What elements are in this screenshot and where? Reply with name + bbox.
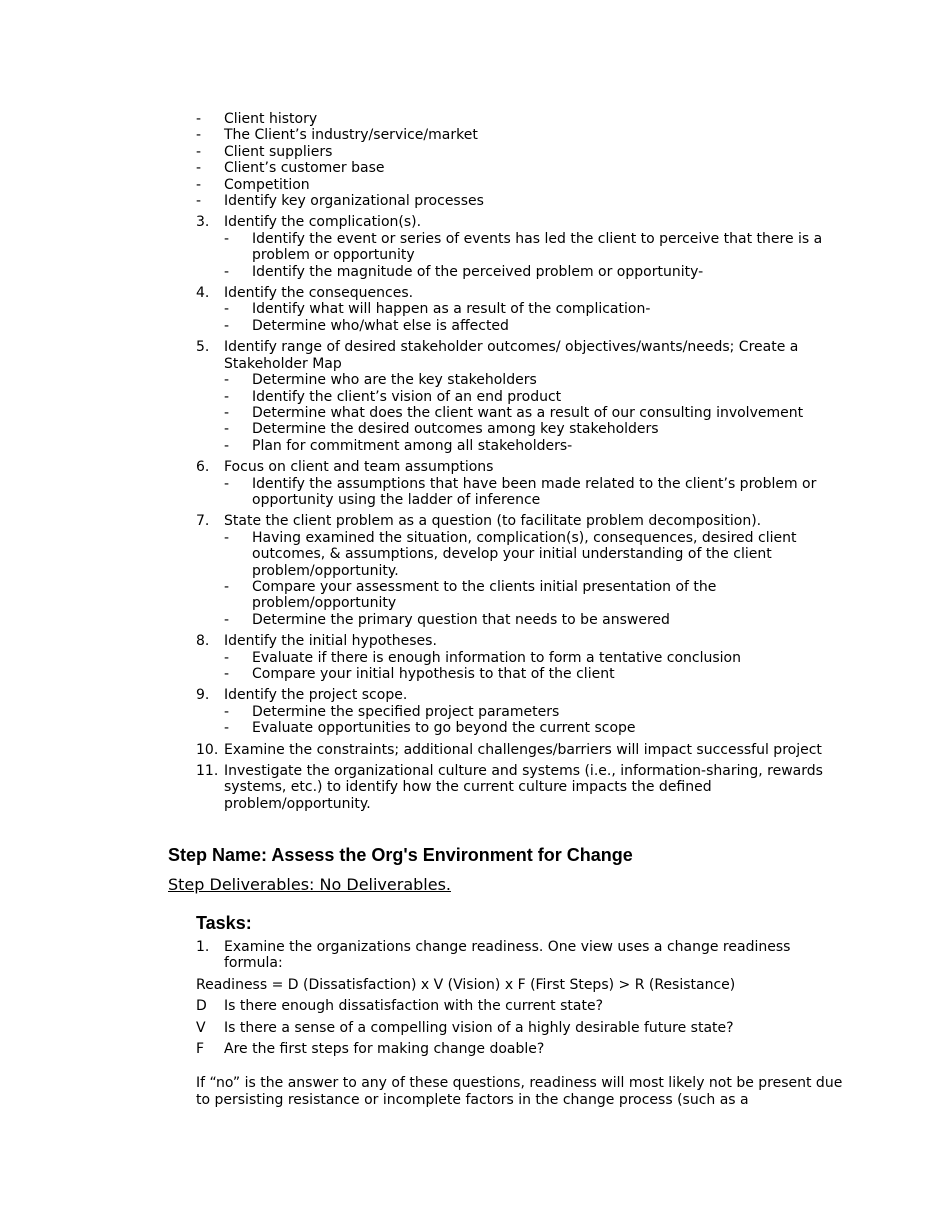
list-item: - Determine who are the key stakeholders [224, 372, 846, 388]
factor-letter: V [196, 1019, 206, 1036]
factor-text: Is there enough dissatisfaction with the current state? [224, 998, 604, 1015]
step-title: Step Name: Assess the Org's Environment for Change [168, 845, 633, 865]
item-number: 10. [196, 741, 219, 758]
list-item: - Determine who/what else is affected [224, 318, 846, 334]
tasks-heading: Tasks: [196, 913, 252, 933]
item-number: 9. [196, 687, 210, 704]
numbered-item [196, 285, 846, 334]
list-item: - Identify the event or series of events has led the client to perceive that there is a problem or opportunity [224, 231, 846, 264]
item-number: 4. [196, 285, 210, 302]
factor-letter: F [196, 1041, 205, 1058]
list-item: - Determine what does the client want as a result of our consulting involvement [224, 405, 846, 421]
sub-bullet-list [224, 530, 846, 628]
list-item: - Identify the client’s vision of an end product [224, 389, 846, 405]
list-item: - Identify key organizational processes [168, 193, 846, 209]
list-item: - Client history [168, 111, 846, 127]
item-number: 7. [196, 513, 210, 530]
list-item: - Compare your assessment to the clients initial presentation of the problem/opportunity [224, 579, 846, 612]
item-number: 8. [196, 633, 210, 650]
numbered-item [196, 459, 846, 508]
item-text: Examine the constraints; additional challenges/barriers will impact successful project [224, 741, 822, 758]
numbered-item [196, 633, 846, 682]
item-number: 11. [196, 763, 219, 780]
step-deliverables: Step Deliverables: No Deliverables. [168, 875, 451, 894]
item-text: Identify the initial hypotheses. [224, 633, 437, 650]
task-text: Examine the organizations change readiness. One view uses a change readiness formula: [224, 939, 791, 972]
list-item: - Identify what will happen as a result of the complication- [224, 301, 846, 317]
top-bullet-list [168, 111, 846, 209]
task-item [196, 939, 846, 972]
list-item: - Identify the assumptions that have been made related to the client’s problem or opportunity using the ladder of inference [224, 476, 846, 509]
item-number: 6. [196, 459, 210, 476]
factor-text: Is there a sense of a compelling vision of a highly desirable future state? [224, 1019, 734, 1036]
list-item: - Evaluate if there is enough information to form a tentative conclusion [224, 650, 846, 666]
item-number: 3. [196, 214, 210, 231]
factor-text: Are the first steps for making change doable? [224, 1041, 545, 1058]
numbered-item [196, 687, 846, 736]
factor-letter: D [196, 998, 207, 1015]
list-item: - Having examined the situation, complication(s), consequences, desired client outcomes, & assumptions, develop your initial understanding of the client problem/opportunity. [224, 530, 846, 579]
item-text: Focus on client and team assumptions [224, 459, 494, 476]
factor-row [196, 998, 846, 1014]
closing-paragraph: If “no” is the answer to any of these questions, readiness will most likely not be present due to persisting resistance or incomplete factors in the change process (such as a [196, 1075, 843, 1108]
factor-row [196, 1020, 846, 1036]
item-text: Identify the project scope. [224, 687, 408, 704]
numbered-item [196, 339, 846, 454]
list-item: - Determine the desired outcomes among key stakeholders [224, 421, 846, 437]
item-text: State the client problem as a question (to facilitate problem decomposition). [224, 513, 762, 530]
item-text: Identify range of desired stakeholder outcomes/ objectives/wants/needs; Create a Stakeholder Map [224, 339, 799, 372]
numbered-item [196, 513, 846, 628]
sub-bullet-list [224, 231, 846, 280]
factor-row [196, 1041, 846, 1057]
list-item: - Client suppliers [168, 144, 846, 160]
list-item: - Determine the primary question that needs to be answered [224, 612, 846, 628]
sub-bullet-list [224, 476, 846, 509]
numbered-item [196, 214, 846, 280]
list-item: - Evaluate opportunities to go beyond the current scope [224, 720, 846, 736]
sub-bullet-list [224, 704, 846, 737]
list-item: - Plan for commitment among all stakeholders- [224, 438, 846, 454]
task-number: 1. [196, 939, 210, 955]
item-text: Investigate the organizational culture and systems (i.e., information-sharing, rewards systems, etc.) to identify how the current culture impacts the defined problem/opportunity. [224, 763, 823, 812]
list-item: - The Client’s industry/service/market [168, 127, 846, 143]
item-text: Identify the consequences. [224, 285, 414, 302]
sub-bullet-list [224, 301, 846, 334]
list-item: - Compare your initial hypothesis to that of the client [224, 666, 846, 682]
page-content [196, 111, 846, 812]
item-text: Identify the complication(s). [224, 214, 422, 231]
sub-bullet-list [224, 372, 846, 454]
readiness-formula: Readiness = D (Dissatisfaction) x V (Vision) x F (First Steps) > R (Resistance) [196, 976, 736, 993]
list-item: - Competition [168, 177, 846, 193]
numbered-item [196, 763, 846, 812]
numbered-task-list [196, 214, 846, 812]
list-item: - Client’s customer base [168, 160, 846, 176]
sub-bullet-list [224, 650, 846, 683]
numbered-item [196, 742, 846, 758]
list-item: - Identify the magnitude of the perceived problem or opportunity- [224, 264, 846, 280]
list-item: - Determine the specified project parameters [224, 704, 846, 720]
item-number: 5. [196, 339, 210, 356]
tasks-section [196, 912, 846, 1108]
